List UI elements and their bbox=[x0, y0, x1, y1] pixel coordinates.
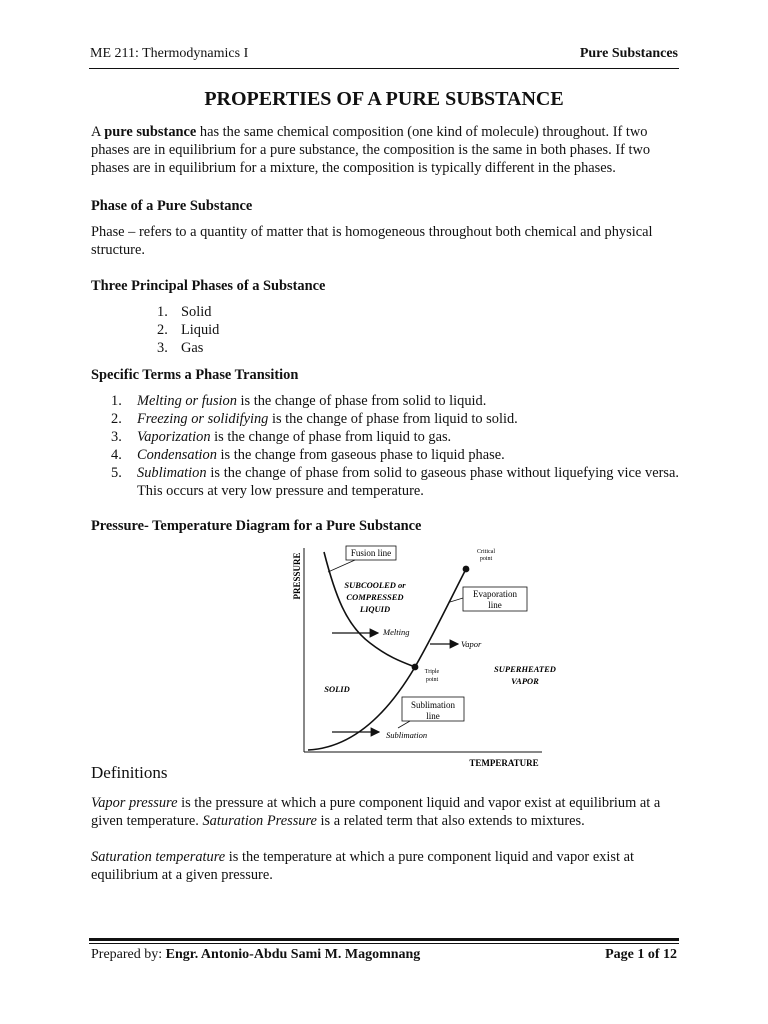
term-text: is the change of phase from liquid to solid. bbox=[268, 411, 518, 427]
evaporation-line-label-2: line bbox=[488, 600, 502, 610]
list-number: 5. bbox=[111, 465, 122, 481]
sublimation-label: Sublimation bbox=[386, 730, 428, 740]
vapor-pressure-term: Vapor pressure bbox=[91, 795, 178, 811]
list-number: 4. bbox=[111, 447, 122, 463]
list-number: 2. bbox=[111, 411, 122, 427]
chapter-topic: Pure Substances bbox=[579, 46, 678, 61]
principal-phases-list bbox=[157, 303, 219, 357]
vapor-region-label-1: SUPERHEATED bbox=[494, 664, 556, 674]
main-content bbox=[91, 123, 679, 534]
term-text: is the change of phase from liquid to gas. bbox=[210, 429, 452, 445]
diagram-heading: Pressure- Temperature Diagram for a Pure Substance bbox=[91, 518, 422, 534]
list-item bbox=[111, 410, 679, 428]
course-name: ME 211: Thermodynamics I bbox=[90, 46, 249, 61]
vapor-label: Vapor bbox=[461, 639, 482, 649]
footer-divider-thick bbox=[89, 938, 679, 941]
list-number: 1. bbox=[111, 393, 122, 409]
list-item bbox=[111, 392, 679, 410]
list-number: 3. bbox=[157, 340, 168, 356]
pure-substance-term: pure substance bbox=[104, 124, 197, 140]
term: Melting or fusion bbox=[137, 393, 237, 409]
author-name: Engr. Antonio-Abdu Sami M. Magomnang bbox=[165, 947, 421, 962]
list-number: 2. bbox=[157, 322, 168, 338]
pt-diagram-svg bbox=[280, 540, 560, 770]
triple-point-marker bbox=[412, 664, 419, 671]
phase-definition: Phase – refers to a quantity of matter that is homogeneous throughout both chemical and physical structure. bbox=[91, 224, 653, 258]
saturation-temperature-term: Saturation temperature bbox=[91, 849, 226, 865]
term-text: is the change of phase from solid to liquid. bbox=[236, 393, 487, 409]
list-label: Gas bbox=[181, 340, 204, 356]
term: Sublimation bbox=[137, 465, 207, 481]
page-number: Page 1 of 12 bbox=[605, 947, 677, 962]
prepared-by-label: Prepared by: bbox=[91, 947, 166, 962]
list-item bbox=[111, 464, 679, 500]
intro-text: has the same chemical composition (one kind of molecule) throughout. If two phases are in equilibrium for a pure substance, the composition is the same in both phases. If two phases are in equilibrium for a mixture, the composition is typically different in the phases. bbox=[91, 124, 651, 176]
critical-point-label-1: Critical bbox=[477, 549, 495, 555]
saturation-pressure-term: Saturation Pressure bbox=[202, 813, 317, 829]
triple-point-label-2: point bbox=[425, 677, 439, 683]
sublimation-line-label-1: Sublimation bbox=[410, 700, 456, 710]
sublimation-line-pointer bbox=[398, 721, 410, 728]
vapor-pressure-definition bbox=[91, 794, 681, 830]
list-item bbox=[111, 446, 679, 464]
prepared-by bbox=[91, 947, 420, 963]
phase-terms-list bbox=[111, 392, 679, 500]
list-number: 3. bbox=[111, 429, 122, 445]
page-title: PROPERTIES OF A PURE SUBSTANCE bbox=[204, 88, 564, 110]
phase-terms-heading: Specific Terms a Phase Transition bbox=[91, 367, 299, 383]
list-number: 1. bbox=[157, 304, 168, 320]
fusion-line-label: Fusion line bbox=[350, 548, 392, 558]
evaporation-line-label-1: Evaporation bbox=[473, 589, 517, 599]
fusion-line-pointer bbox=[328, 560, 355, 572]
melting-label: Melting bbox=[383, 627, 410, 637]
principal-phases-heading: Three Principal Phases of a Substance bbox=[91, 278, 326, 294]
critical-point-label-2: point bbox=[479, 556, 493, 562]
evaporation-line-pointer bbox=[450, 598, 463, 602]
y-axis-label: PRESSURE bbox=[292, 552, 302, 600]
pt-diagram bbox=[280, 540, 560, 770]
saturation-temperature-text: is the temperature at which a pure component liquid and vapor exist at equilibrium at a given pressure. bbox=[91, 849, 634, 883]
vapor-region-label-2: VAPOR bbox=[511, 676, 539, 686]
saturation-temperature-definition bbox=[91, 848, 681, 884]
term: Condensation bbox=[137, 447, 217, 463]
list-label: Solid bbox=[181, 304, 212, 320]
term-text: is the change from gaseous phase to liquid phase. bbox=[216, 447, 505, 463]
list-item bbox=[157, 339, 219, 357]
phase-heading: Phase of a Pure Substance bbox=[91, 198, 253, 214]
term: Vaporization bbox=[137, 429, 211, 445]
header-divider bbox=[89, 68, 679, 69]
sublimation-line-label-2: line bbox=[426, 711, 440, 721]
term-text: is the change of phase from solid to gaseous phase without liquefying vice versa. This occurs at very low pressure and temperature. bbox=[137, 465, 679, 499]
liquid-region-label-2: COMPRESSED bbox=[346, 592, 404, 602]
solid-region-label: SOLID bbox=[324, 684, 350, 694]
liquid-region-label-3: LIQUID bbox=[359, 604, 391, 614]
list-item bbox=[111, 428, 679, 446]
term: Freezing or solidifying bbox=[137, 411, 269, 427]
definitions-heading: Definitions bbox=[91, 763, 168, 782]
critical-point-marker bbox=[463, 566, 470, 573]
triple-point-label-1: Triple bbox=[424, 669, 440, 675]
intro-prefix: A bbox=[91, 124, 105, 140]
x-axis-label: TEMPERATURE bbox=[469, 758, 539, 768]
liquid-region-label-1: SUBCOOLED or bbox=[344, 580, 406, 590]
saturation-pressure-text: is a related term that also extends to mixtures. bbox=[316, 813, 585, 829]
list-label: Liquid bbox=[181, 322, 220, 338]
list-item bbox=[157, 321, 219, 339]
intro-paragraph bbox=[91, 123, 679, 177]
footer-divider-thin bbox=[89, 943, 679, 944]
vapor-pressure-text: is the pressure at which a pure component liquid and vapor exist at equilibrium at a given temperature. bbox=[91, 795, 661, 829]
list-item bbox=[157, 303, 219, 321]
